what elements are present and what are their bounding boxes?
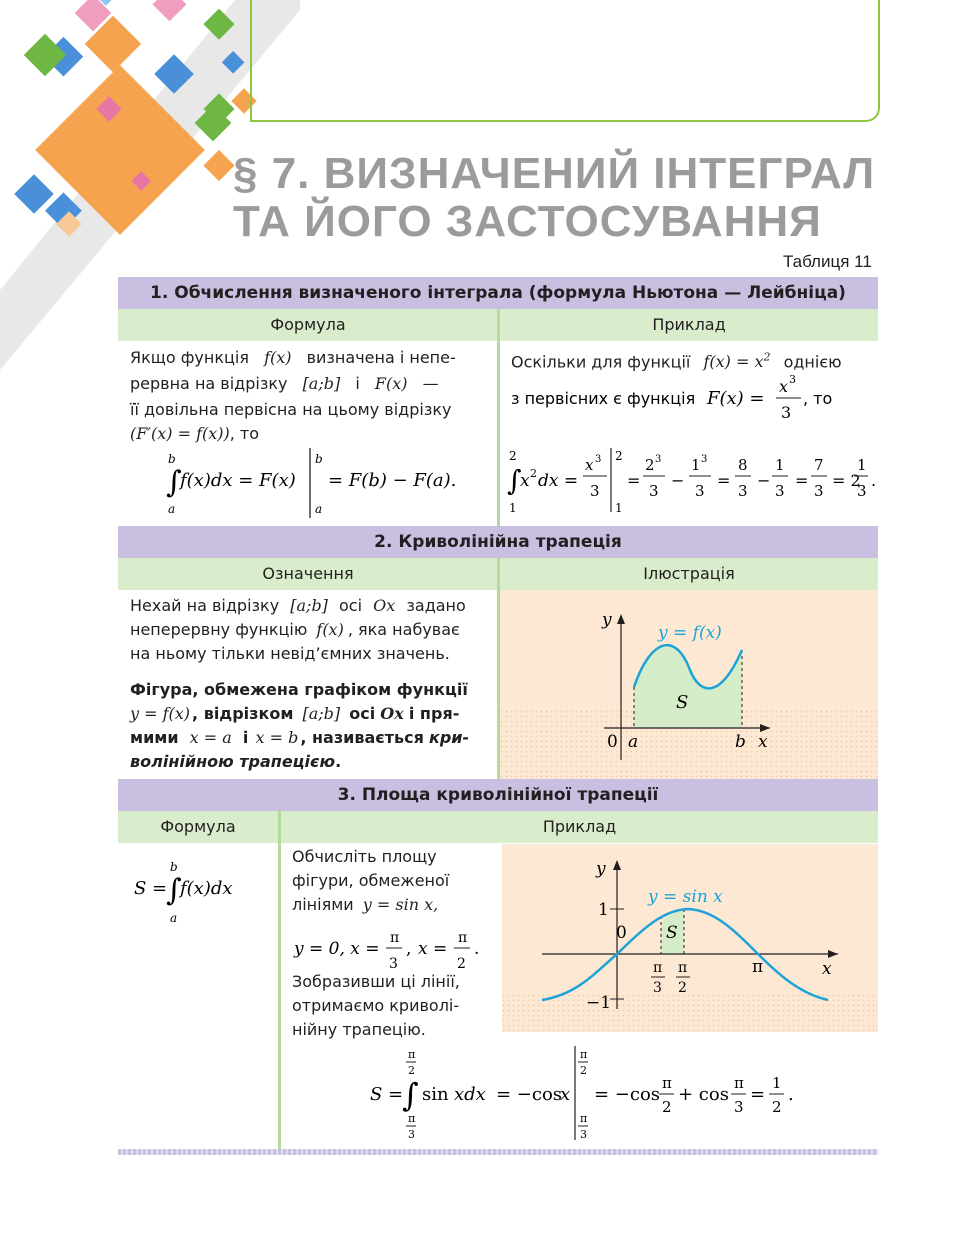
section2-definition-text: Нехай на відрізку [a;b] осі Ox задано неперервну функцію f(x) , яка набуває на ньому тільки невід’ємних значень. — [130, 596, 466, 663]
svg-text:3: 3 — [590, 482, 600, 500]
svg-text:f(x)dx: f(x)dx — [180, 878, 233, 899]
svg-text:π: π — [653, 960, 663, 976]
section3-example-text-2: Зобразивши ці лінії, отримаємо криволі- нійну трапецію. — [292, 972, 460, 1039]
graph2-a-label: a — [628, 732, 639, 752]
svg-text:.: . — [474, 939, 480, 959]
svg-text:2: 2 — [509, 449, 517, 463]
svg-text:3: 3 — [738, 482, 748, 500]
svg-text:b: b — [315, 452, 323, 466]
svg-text:,: , — [406, 939, 412, 959]
graph2-area-label: S — [676, 692, 689, 713]
svg-text:y = 0, x =: y = 0, x = — [294, 939, 380, 959]
section1-header: 1. Обчислення визначеного інтеграла (формула Ньютона — Лейбніца) — [118, 277, 878, 309]
svg-text:2: 2 — [408, 1064, 415, 1077]
section3-divider — [278, 811, 281, 1149]
svg-text:a: a — [170, 911, 178, 925]
svg-text:2: 2 — [662, 1098, 672, 1116]
newton-leibniz-formula — [160, 448, 490, 520]
section3-col-example: Приклад — [281, 811, 878, 843]
svg-text:3: 3 — [655, 454, 662, 465]
svg-text:3: 3 — [653, 980, 662, 996]
svg-text:3: 3 — [701, 454, 708, 465]
svg-text:3: 3 — [408, 1128, 415, 1141]
svg-text:3: 3 — [789, 373, 796, 386]
antiderivative-expression — [511, 370, 881, 426]
svg-text:3: 3 — [695, 482, 705, 500]
svg-text:3: 3 — [857, 482, 867, 500]
svg-text:a: a — [168, 502, 176, 516]
svg-text:1: 1 — [691, 456, 701, 474]
section3-header: 3. Площа криволінійної трапеції — [118, 779, 878, 811]
graph2-function-label: y = f(x) — [658, 623, 722, 643]
svg-text:π: π — [662, 1074, 672, 1092]
section1-col-example: Приклад — [500, 309, 878, 341]
svg-text:= −cos: = −cos — [594, 1084, 661, 1105]
svg-text:=: = — [795, 471, 809, 490]
svg-text:+ cos: + cos — [678, 1084, 729, 1105]
svg-text:.: . — [871, 471, 877, 490]
svg-text:x =: x = — [418, 939, 448, 959]
table-bottom-border — [118, 1149, 878, 1155]
svg-text:=: = — [750, 1084, 766, 1105]
section3-example-text: Обчисліть площу фігури, обмеженої лініями y = sin x, — [292, 847, 450, 914]
svg-text:1: 1 — [775, 456, 785, 474]
title-line-2: ТА ЙОГО ЗАСТОСУВАННЯ — [233, 197, 822, 246]
svg-text:π: π — [678, 960, 688, 976]
svg-text:dx =: dx = — [538, 471, 579, 491]
section2-header: 2. Криволінійна трапеція — [118, 526, 878, 558]
graph2-b-label: b — [735, 732, 746, 752]
svg-text:1: 1 — [857, 456, 867, 474]
section2-trapezoid-definition: Фігура, обмежена графіком функції y = f(x) , відрізком [a;b] осі Ox і пря- мими x = a і x = b , називається кри- волінійною трапецією. — [130, 680, 470, 771]
svg-text:S =: S = — [370, 1084, 404, 1105]
chapter-title — [233, 150, 875, 246]
svg-text:.: . — [788, 1084, 794, 1105]
sine-graph — [502, 844, 878, 1032]
svg-text:, то: , то — [803, 389, 833, 408]
graph2-origin: 0 — [607, 732, 618, 752]
svg-text:3: 3 — [389, 956, 398, 972]
trapezoid-graph — [500, 590, 878, 779]
svg-text:= −cos: = −cos — [496, 1084, 563, 1105]
svg-text:π: π — [390, 930, 400, 946]
svg-text:3: 3 — [734, 1098, 744, 1116]
svg-text:1: 1 — [509, 501, 517, 515]
section3-col-formula: Формула — [118, 811, 278, 843]
svg-text:S =: S = — [134, 878, 168, 899]
section2-col-illustration: Ілюстрація — [500, 558, 878, 590]
graph3-xlabel: x — [822, 959, 832, 979]
svg-text:a: a — [315, 502, 323, 516]
svg-text:2: 2 — [580, 1064, 587, 1077]
svg-text:∫: ∫ — [166, 465, 182, 500]
graph2-ylabel: y — [602, 610, 612, 630]
graph3-ylabel: y — [596, 859, 606, 879]
sine-area-computation — [370, 1044, 810, 1146]
graph3-tick-1: 1 — [598, 900, 609, 920]
example-integral — [505, 446, 885, 518]
svg-text:3: 3 — [649, 482, 659, 500]
svg-text:1: 1 — [772, 1074, 782, 1092]
svg-text:1: 1 — [615, 501, 623, 515]
graph3-tick-pi: π — [752, 957, 764, 977]
svg-text:7: 7 — [814, 456, 824, 474]
svg-text:π: π — [734, 1074, 744, 1092]
svg-text:= F(b) − F(a).: = F(b) − F(a). — [328, 470, 457, 491]
svg-text:x: x — [779, 377, 789, 396]
svg-text:x: x — [585, 456, 594, 474]
svg-text:b: b — [168, 452, 176, 466]
graph3-tick-minus-1: −1 — [586, 993, 612, 1013]
svg-text:x: x — [560, 1084, 571, 1105]
svg-text:∫: ∫ — [507, 464, 522, 497]
table-label: Таблиця 11 — [783, 252, 872, 271]
svg-text:π: π — [580, 1048, 588, 1061]
graph3-function-label: y = sin x — [648, 887, 723, 907]
svg-text:3: 3 — [595, 454, 602, 465]
svg-text:= 2: = 2 — [832, 471, 861, 490]
svg-text:2: 2 — [678, 980, 687, 996]
svg-text:∫: ∫ — [166, 873, 182, 908]
section3-lines-expression — [292, 922, 492, 974]
graph3-area-label: S — [666, 923, 678, 943]
example-l2a: з первісних є функція — [511, 389, 696, 408]
graph2-xlabel: x — [758, 732, 768, 752]
section1-example-text: Оскільки для функції $f(x) = x^2$ однією — [511, 351, 842, 372]
svg-text:=: = — [627, 471, 641, 490]
header-frame — [250, 0, 880, 122]
svg-text:xdx: xdx — [454, 1084, 486, 1105]
svg-text:2: 2 — [772, 1098, 782, 1116]
section1-formula-text: Якщо функція f(x) визначена і непе- рервна на відрізку [a;b] і F(x) — її довільна первісна на цьому відрізку (F′(x) = f(x)), то — [130, 348, 456, 443]
area-formula — [130, 856, 270, 928]
svg-text:2: 2 — [530, 467, 537, 480]
svg-text:π: π — [580, 1112, 588, 1125]
svg-text:2: 2 — [457, 956, 466, 972]
svg-text:b: b — [170, 860, 178, 874]
svg-text:=: = — [717, 471, 731, 490]
svg-text:8: 8 — [738, 456, 748, 474]
section1-col-formula: Формула — [118, 309, 498, 341]
section2-col-definition: Означення — [118, 558, 498, 590]
svg-text:3: 3 — [580, 1128, 587, 1141]
section1-divider — [497, 309, 500, 526]
svg-text:−: − — [671, 471, 685, 490]
svg-text:π: π — [408, 1112, 416, 1125]
svg-text:π: π — [408, 1048, 416, 1061]
svg-text:sin: sin — [422, 1084, 449, 1105]
svg-text:π: π — [458, 930, 468, 946]
svg-text:2: 2 — [615, 449, 623, 463]
svg-text:∫: ∫ — [402, 1076, 419, 1114]
svg-text:−: − — [757, 471, 771, 490]
svg-text:x: x — [520, 471, 530, 491]
svg-text:3: 3 — [781, 403, 792, 422]
svg-text:3: 3 — [775, 482, 785, 500]
title-line-1: § 7. ВИЗНАЧЕНИЙ ІНТЕГРАЛ — [233, 149, 876, 198]
svg-text:F(x) =: F(x) = — [707, 388, 765, 409]
svg-text:3: 3 — [814, 482, 824, 500]
svg-text:f(x)dx = F(x): f(x)dx = F(x) — [180, 470, 296, 491]
svg-text:2: 2 — [645, 456, 655, 474]
graph3-origin: 0 — [616, 923, 627, 943]
